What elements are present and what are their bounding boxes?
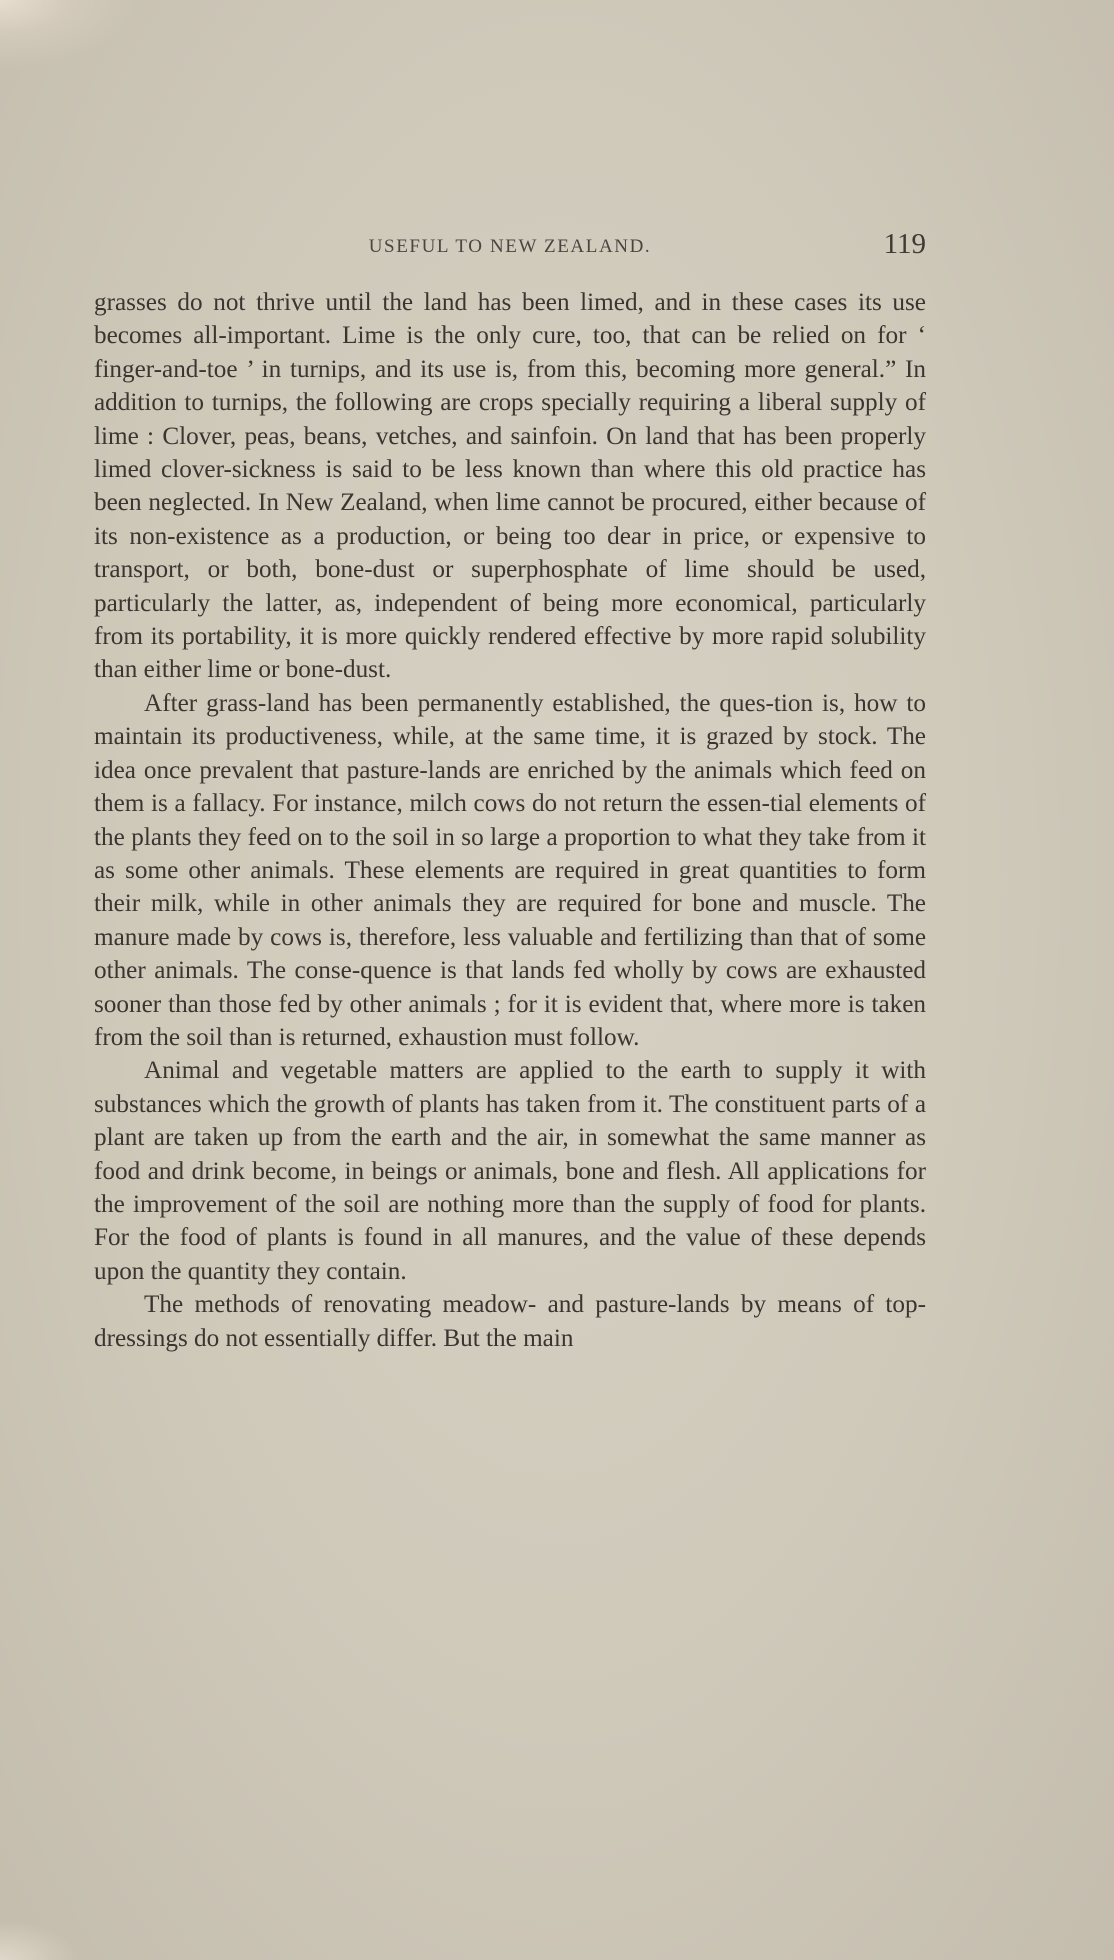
page-header <box>94 228 926 264</box>
paragraph: grasses do not thrive until the land has been limed, and in these cases its use becomes all-important. Lime is the only cure, too, that can be relied on for ‘ finger-and-toe ’ in turnips, and its use is, from this, becoming more general.” In addition to turnips, the following are crops specially requiring a liberal supply of lime : Clover, peas, beans, vetches, and sainfoin. On land that has been properly limed clover-sickness is said to be less known than where this old practice has been neglected. In New Zealand, when lime cannot be procured, either because of its non-existence as a production, or being too dear in price, or expensive to transport, or both, bone-dust or superphosphate of lime should be used, particularly the latter, as, independent of being more economical, particularly from its portability, it is more quickly rendered effective by more rapid solubility than either lime or bone-dust. <box>94 289 926 684</box>
paragraph: After grass-land has been permanently established, the ques-tion is, how to maintain its productiveness, while, at the same time, it is grazed by stock. The idea once prevalent that pasture-lands are enriched by the animals which feed on them is a fallacy. For instance, milch cows do not return the essen-tial elements of the plants they feed on to the soil in so large a proportion to what they take from it as some other animals. These elements are required in great quantities to form their milk, while in other animals they are required for bone and muscle. The manure made by cows is, therefore, less valuable and fertilizing than that of some other animals. The conse-quence is that lands fed wholly by cows are exhausted sooner than those fed by other animals ; for it is evident that, where more is taken from the soil than is returned, exhaustion must follow. <box>94 689 926 1051</box>
page-stain <box>0 0 140 70</box>
paragraph: Animal and vegetable matters are applied to the earth to supply it with substances which the growth of plants has taken from it. The constituent parts of a plant are taken up from the earth and the air, in somewhat the same manner as food and drink become, in beings or animals, bone and flesh. All applications for the improvement of the soil are nothing more than the supply of food for plants. For the food of plants is found in all manures, and the value of these depends upon the quantity they contain. <box>94 1057 926 1285</box>
running-head: USEFUL TO NEW ZEALAND. <box>368 236 652 257</box>
body-text <box>94 286 926 1355</box>
page-stain <box>0 1920 80 1960</box>
paragraph: The methods of renovating meadow- and pasture-lands by means of top-dressings do not essentially differ. But the main <box>94 1291 926 1352</box>
page-number: 119 <box>883 228 926 260</box>
